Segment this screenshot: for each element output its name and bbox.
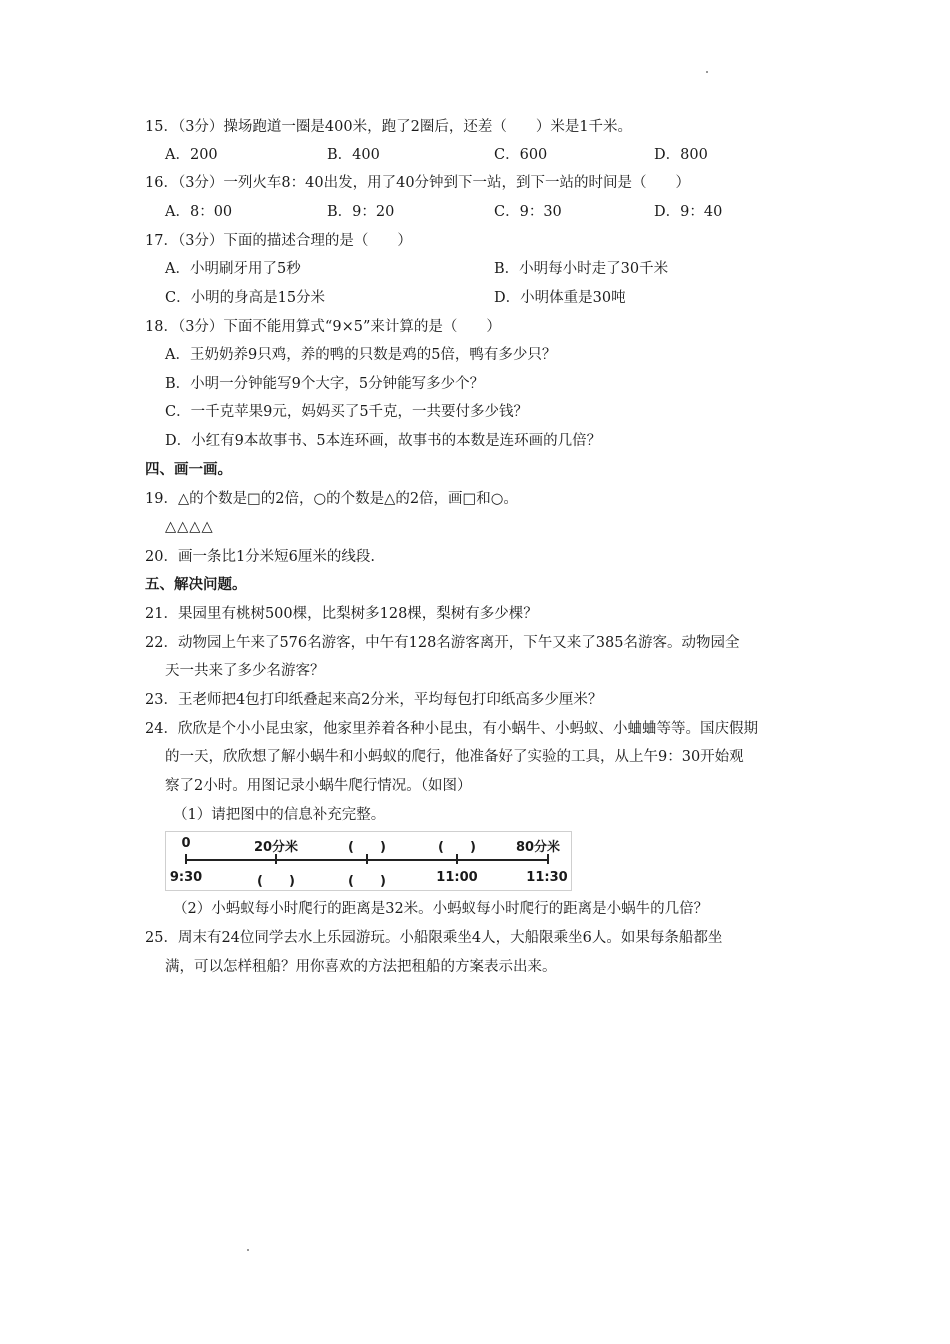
number-line-top-label: ( ) [438, 840, 476, 855]
question-24-sub-1: （1）请把图中的信息补充完整。 [173, 807, 386, 823]
question-15-option-c: C．600 [494, 147, 548, 163]
question-24-line-2: 的一天，欣欣想了解小蜗牛和小蚂蚁的爬行，他准备好了实验的工具，从上午9：30开始观 [165, 749, 744, 765]
question-15-stem: 15．（3分）操场跑道一圈是400米，跑了2圈后，还差（ ）米是1千米。 [145, 119, 633, 135]
section-5-heading: 五、解决问题。 [145, 576, 247, 593]
question-20: 20．画一条比1分米短6厘米的线段. [145, 549, 376, 565]
question-16-option-d: D．9：40 [654, 204, 723, 220]
question-25-line-1: 25．周末有24位同学去水上乐园游玩。小船限乘坐4人，大船限乘坐6人。如果每条船都坐 [145, 930, 723, 946]
question-16-option-b: B．9：20 [327, 204, 395, 220]
number-line-bottom-label: ( ) [257, 874, 295, 889]
question-15-option-a: A．200 [165, 147, 218, 163]
number-line-tick [275, 854, 277, 864]
question-17-option-b: B．小明每小时走了30千米 [494, 261, 669, 277]
question-22-line-1: 22．动物园上午来了576名游客，中午有128名游客离开，下午又来了385名游客。动物园全 [145, 635, 740, 651]
number-line-top-label: 80分米 [515, 840, 561, 855]
question-19-stem: 19．△的个数是□的2倍，○的个数是△的2倍，画□和○。 [145, 491, 518, 507]
question-17-stem: 17．（3分）下面的描述合理的是（ ） [145, 233, 412, 249]
number-line-tick [366, 854, 368, 864]
number-line-bottom-label: 11:30 [526, 870, 568, 885]
number-line-top-label: ( ) [348, 840, 386, 855]
question-18-option-c: C．一千克苹果9元，妈妈买了5千克，一共要付多少钱？ [165, 404, 529, 420]
number-line-bottom-label: 9:30 [169, 870, 203, 885]
question-15-option-b: B．400 [327, 147, 380, 163]
question-15-option-d: D．800 [654, 147, 708, 163]
footer-dot [247, 1249, 249, 1251]
number-line-bottom-label: ( ) [348, 874, 386, 889]
number-line-top-label: 0 [181, 836, 191, 851]
header-dot [706, 71, 708, 73]
number-line-top-label: 20分米 [253, 840, 299, 855]
question-24-line-3: 察了2小时。用图记录小蜗牛爬行情况。（如图） [165, 778, 472, 794]
question-19-triangles: △△△△ [165, 519, 214, 535]
number-line-tick [456, 854, 458, 864]
question-18-option-d: D．小红有9本故事书、5本连环画，故事书的本数是连环画的几倍？ [165, 433, 602, 449]
question-23: 23．王老师把4包打印纸叠起来高2分米，平均每包打印纸高多少厘米？ [145, 692, 603, 708]
question-17-option-d: D．小明体重是30吨 [494, 290, 626, 306]
snail-progress-number-line [165, 831, 572, 891]
number-line-bottom-label: 11:00 [436, 870, 478, 885]
question-18-stem: 18．（3分）下面不能用算式“9×5”来计算的是（ ） [145, 319, 501, 335]
question-16-stem: 16．（3分）一列火车8：40出发，用了40分钟到下一站，到下一站的时间是（ ） [145, 175, 691, 191]
question-25-line-2: 满，可以怎样租船？用你喜欢的方法把租船的方案表示出来。 [165, 959, 557, 975]
question-18-option-a: A．王奶奶养9只鸡，养的鸭的只数是鸡的5倍，鸭有多少只？ [165, 347, 557, 363]
question-16-option-a: A．8：00 [165, 204, 233, 220]
question-24-sub-2: （2）小蚂蚁每小时爬行的距离是32米。小蚂蚁每小时爬行的距离是小蜗牛的几倍？ [173, 901, 709, 917]
section-4-heading: 四、画一画。 [145, 461, 232, 478]
number-line-tick [185, 854, 187, 864]
question-17-option-a: A．小明刷牙用了5秒 [165, 261, 301, 277]
number-line-tick [547, 854, 549, 864]
question-17-option-c: C．小明的身高是15分米 [165, 290, 326, 306]
question-21: 21．果园里有桃树500棵，比梨树多128棵，梨树有多少棵？ [145, 606, 538, 622]
question-24-line-1: 24．欣欣是个小小昆虫家，他家里养着各种小昆虫，有小蜗牛、小蚂蚁、小蛐蛐等等。国庆假期 [145, 721, 758, 737]
question-18-option-b: B．小明一分钟能写9个大字，5分钟能写多少个？ [165, 376, 485, 392]
question-22-line-2: 天一共来了多少名游客？ [165, 663, 325, 679]
question-16-option-c: C．9：30 [494, 204, 562, 220]
